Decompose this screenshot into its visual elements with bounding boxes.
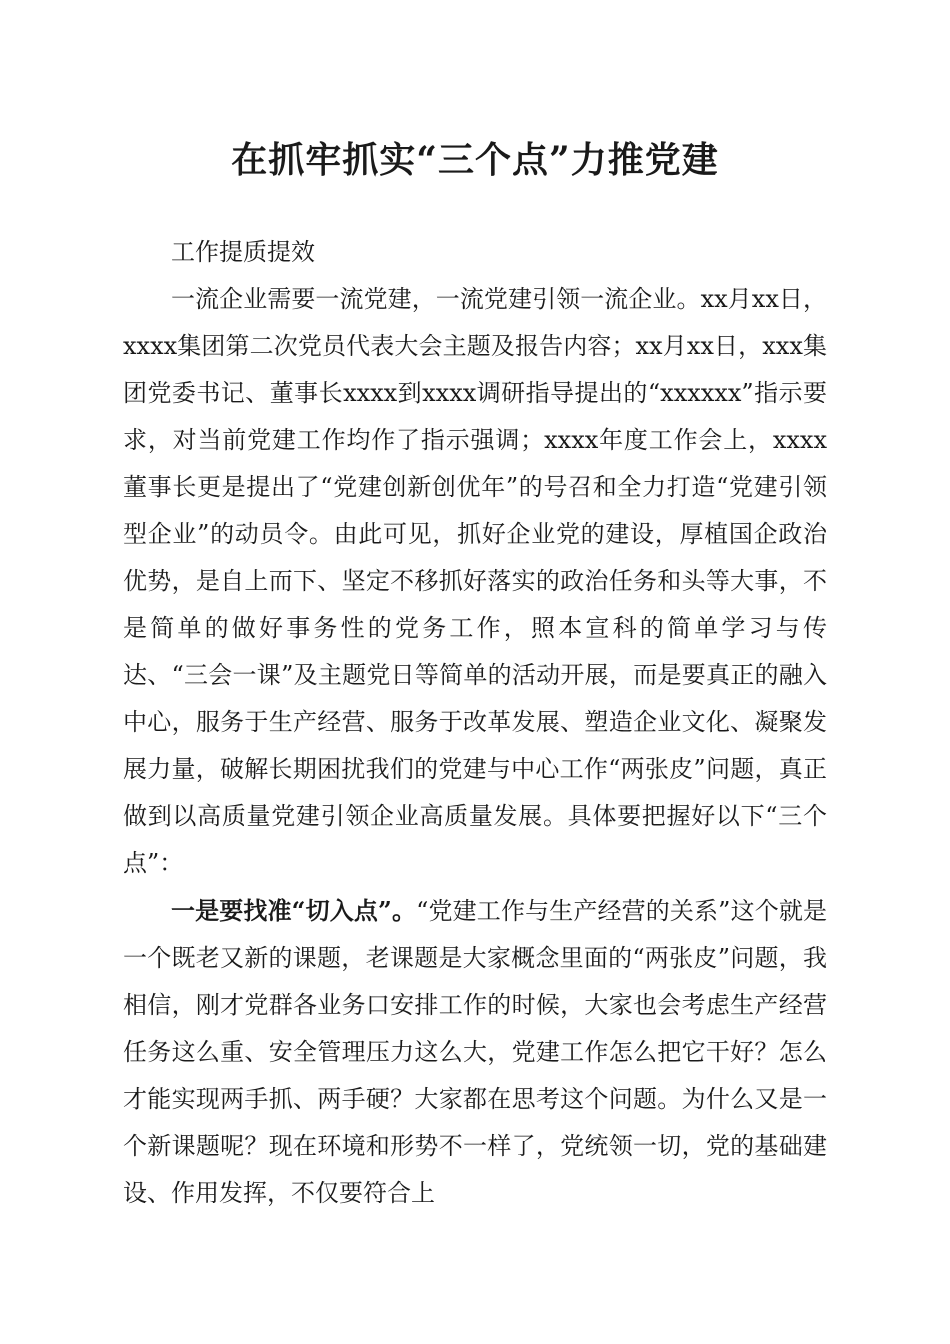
paragraph-point-one-lead: 一是要找准“切入点”。 — [171, 896, 417, 925]
document-body — [123, 229, 827, 1217]
paragraph-intro — [123, 276, 827, 887]
document-subtitle: 工作提质提效 — [171, 238, 315, 266]
document-title: 在抓牢抓实“三个点”力推党建 — [231, 139, 719, 181]
paragraph-intro-text: 一流企业需要一流党建，一流党建引领一流企业。xx月xx日，xxxx集团第二次党员代表大会主题及报告内容；xx月xx日，xxx集团党委书记、董事长xxxx到xxxx调研指导提出的“xxxxxx”指示要求，对当前党建工作均作了指示强调；xxxx年度工作会上，xxxx董事长更是提出了“党建创新创优年”的号召和全力打造“党建引领型企业”的动员令。由此可见，抓好企业党的建设，厚植国企政治优势，是自上而下、坚定不移抓好落实的政治任务和头等大事，不是简单的做好事务性的党务工作，照本宣科的简单学习与传达、“三会一课”及主题党日等简单的活动开展，而是要真正的融入中心，服务于生产经营、服务于改革发展、塑造企业文化、凝聚发展力量，破解长期困扰我们的党建与中心工作“两张皮”问题，真正做到以高质量党建引领企业高质量发展。具体要把握好以下“三个点”： — [123, 285, 827, 877]
paragraph-point-one — [123, 887, 827, 1217]
paragraph-point-one-text: “党建工作与生产经营的关系”这个就是一个既老又新的课题，老课题是大家概念里面的“两张皮”问题，我相信，刚才党群各业务口安排工作的时候，大家也会考虑生产经营任务这么重、安全管理压力这么大，党建工作怎么把它干好？怎么才能实现两手抓、两手硬？大家都在思考这个问题。为什么又是一个新课题呢？现在环境和形势不一样了，党统领一切，党的基础建设、作用发挥，不仅要符合上 — [123, 897, 827, 1207]
